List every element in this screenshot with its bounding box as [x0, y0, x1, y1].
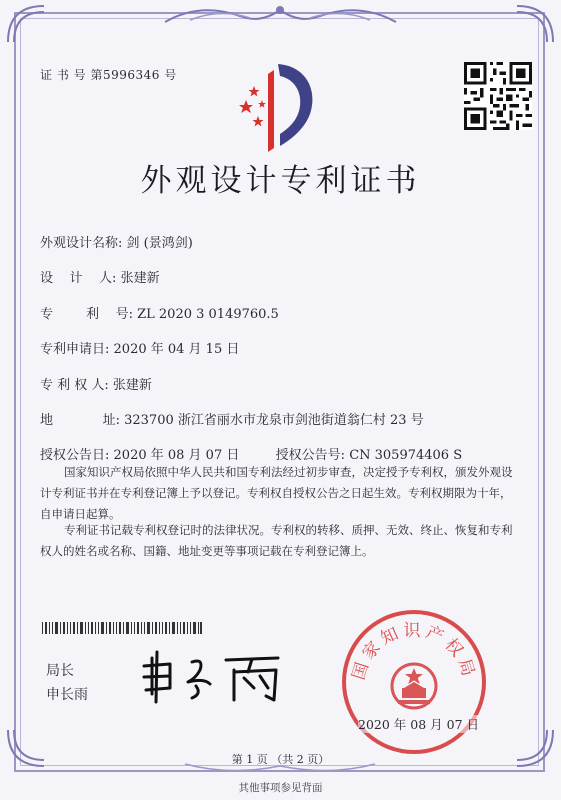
barcode-icon	[42, 622, 202, 634]
field-patent-number	[40, 303, 279, 322]
official-seal-icon	[340, 608, 488, 756]
director-name: 申长雨	[46, 687, 88, 703]
field-value: 2020 年 04 月 15 日	[113, 342, 240, 357]
record-statement-paragraph: 专利证书记载专利权登记时的法律状况。专利权的转移、质押、无效、终止、恢复和专利权人的姓名或名称、国籍、地址变更等事项记载在专利登记簿上。	[40, 523, 513, 558]
qr-code-icon	[464, 62, 532, 130]
field-application-date	[40, 338, 239, 357]
grant-number-label: 授权公告号:	[275, 448, 346, 463]
certificate-title: 外观设计专利证书	[140, 163, 421, 199]
certificate-number: 证 书 号 第5996346 号	[40, 68, 177, 82]
field-label: 专 利 号:	[40, 307, 133, 322]
footer-note: 其他事项参见背面	[238, 782, 323, 794]
field-design-name	[40, 232, 193, 251]
field-value: 张建新	[112, 378, 152, 393]
top-ornament-icon	[160, 2, 401, 28]
field-value: 323700 浙江省丽水市龙泉市剑池街道翁仁村 23 号	[124, 413, 424, 428]
field-address	[40, 409, 424, 428]
grant-number-value: CN 305974406 S	[349, 448, 463, 463]
grant-date-value: 2020 年 08 月 07 日	[113, 448, 240, 463]
field-label: 地 址:	[40, 413, 120, 428]
field-designer	[40, 267, 160, 286]
cnipa-logo-icon	[228, 56, 328, 156]
grant-statement-paragraph: 国家知识产权局依照中华人民共和国专利法经过初步审查，决定授予专利权，颁发外观设计专利证书并在专利登记簿上予以登记。专利权自授权公告之日起生效。专利权期限为十年，自申请日起算。	[40, 465, 513, 521]
field-patentee	[40, 374, 152, 393]
corner-ornament-icon	[4, 2, 48, 46]
handwritten-signature	[140, 648, 290, 704]
page-number: 第 1 页 （共 2 页）	[231, 753, 330, 766]
field-value: 剑 (景鸿剑)	[126, 236, 193, 251]
field-value: 张建新	[120, 271, 160, 286]
director-title: 局长	[46, 663, 74, 679]
field-grant-info	[40, 444, 462, 463]
field-label: 外观设计名称:	[40, 236, 123, 251]
field-value: ZL 2020 3 0149760.5	[137, 307, 279, 322]
seal-date: 2020 年 08 月 07 日	[358, 717, 479, 732]
grant-date-label: 授权公告日:	[40, 448, 110, 463]
seal-text: 国家知识产权局	[348, 621, 480, 683]
field-label: 设 计 人:	[40, 271, 117, 286]
field-label: 专利申请日:	[40, 342, 110, 357]
corner-ornament-icon	[513, 2, 557, 46]
field-label: 专 利 权 人:	[40, 378, 109, 393]
